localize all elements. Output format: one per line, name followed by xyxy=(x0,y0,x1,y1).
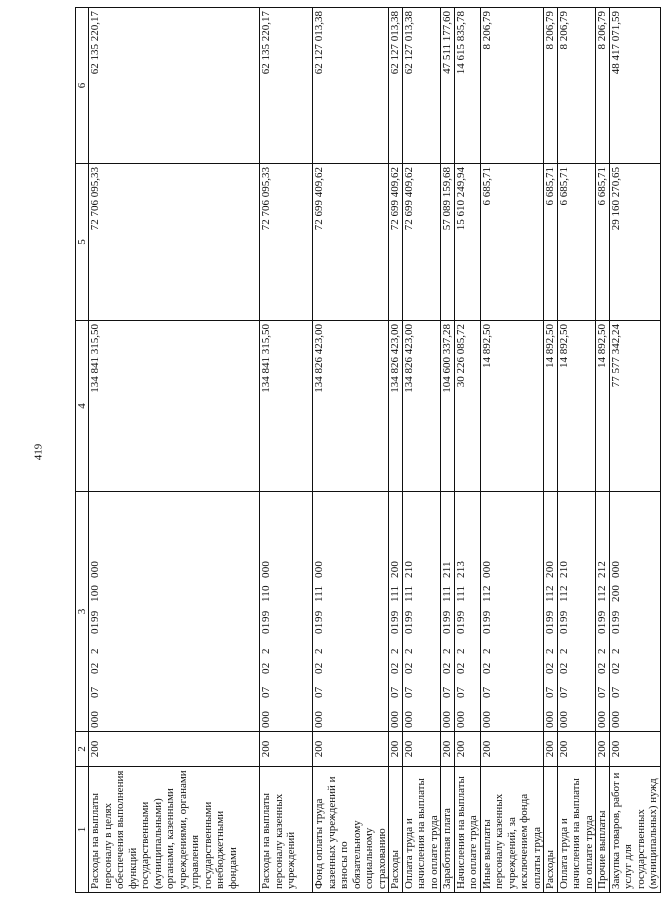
row-name-cell: Начисления на выплаты по оплате труда xyxy=(454,767,480,893)
classification-code-cell xyxy=(402,492,441,732)
amount-col4-cell: 14 892,50 xyxy=(544,321,558,492)
code-part: 200 xyxy=(389,560,401,578)
amount-col4-cell: 134 841 315,50 xyxy=(89,321,260,492)
row-name-cell: Оплата труда и начисления на выплаты по оплате труда xyxy=(402,767,441,893)
admin-code-cell: 200 xyxy=(313,732,389,767)
code-part: 212 xyxy=(596,560,608,578)
code-part: 01 xyxy=(544,622,556,634)
code-part: 213 xyxy=(454,560,467,578)
code-part: 99 xyxy=(480,610,493,622)
code-part: 02 xyxy=(389,662,401,674)
amount-col5-cell: 72 699 409,62 xyxy=(402,164,441,321)
amount-col6-cell: 8 206,79 xyxy=(596,8,610,164)
code-part: 112 xyxy=(557,585,570,602)
table-row xyxy=(402,8,441,893)
code-part: 2 xyxy=(260,648,272,654)
code-part: 112 xyxy=(596,585,608,602)
code-part: 111 xyxy=(454,585,467,602)
budget-table-container xyxy=(75,8,659,893)
code-part: 000 xyxy=(544,710,556,728)
code-part: 112 xyxy=(480,585,493,602)
classification-code-cell xyxy=(260,492,313,732)
code-part: 07 xyxy=(313,686,325,698)
amount-col5-cell: 57 089 159,68 xyxy=(441,164,455,321)
amount-col5-cell: 72 699 409,62 xyxy=(313,164,389,321)
code-part: 07 xyxy=(389,686,401,698)
code-part: 000 xyxy=(480,560,493,578)
amount-col4-cell: 14 892,50 xyxy=(557,321,596,492)
amount-col6-cell: 62 127 013,38 xyxy=(389,8,403,164)
code-part: 07 xyxy=(596,686,608,698)
row-name-cell: Оплата труда и начисления на выплаты по оплате труда xyxy=(557,767,596,893)
classification-code-cell xyxy=(596,492,610,732)
admin-code-cell: 200 xyxy=(480,732,544,767)
code-part: 99 xyxy=(260,610,272,622)
code-part: 99 xyxy=(441,610,453,622)
amount-col4-cell: 134 826 423,00 xyxy=(402,321,441,492)
code-part: 200 xyxy=(609,584,622,602)
code-part: 02 xyxy=(402,662,415,674)
row-name-cell: Расходы на выплаты персоналу в целях обеспечения выполнения функций государственными (муниципальными) органами, казенными учреждениями, органами управления государственными внебюджетными фондами xyxy=(89,767,260,893)
table-row xyxy=(260,8,313,893)
code-part: 02 xyxy=(609,662,622,674)
classification-code-cell xyxy=(313,492,389,732)
code-part: 99 xyxy=(313,610,325,622)
header-cell: 3 xyxy=(76,492,89,732)
table-row xyxy=(313,8,389,893)
classification-code-cell xyxy=(480,492,544,732)
admin-code-cell: 200 xyxy=(596,732,610,767)
code-part: 01 xyxy=(389,622,401,634)
budget-table xyxy=(75,7,661,893)
classification-code-cell xyxy=(389,492,403,732)
code-part: 07 xyxy=(480,686,493,698)
admin-code-cell: 200 xyxy=(402,732,441,767)
row-name-cell: Расходы xyxy=(389,767,403,893)
code-part: 07 xyxy=(544,686,556,698)
row-name-cell: Прочие выплаты xyxy=(596,767,610,893)
amount-col4-cell: 134 826 423,00 xyxy=(313,321,389,492)
code-part: 07 xyxy=(402,686,415,698)
amount-col5-cell: 15 610 249,94 xyxy=(454,164,480,321)
table-row xyxy=(609,8,660,893)
code-part: 000 xyxy=(313,560,325,578)
amount-col5-cell: 72 706 095,33 xyxy=(89,164,260,321)
classification-code-cell xyxy=(441,492,455,732)
amount-col6-cell: 14 615 835,78 xyxy=(454,8,480,164)
code-part: 210 xyxy=(557,560,570,578)
amount-col6-cell: 47 511 177,60 xyxy=(441,8,455,164)
code-part: 111 xyxy=(441,585,453,602)
code-part: 000 xyxy=(260,560,272,578)
code-part: 000 xyxy=(89,710,101,728)
code-part: 000 xyxy=(609,560,622,578)
code-part: 99 xyxy=(596,610,608,622)
admin-code-cell: 200 xyxy=(89,732,260,767)
table-row xyxy=(557,8,596,893)
amount-col5-cell: 6 685,71 xyxy=(544,164,558,321)
row-name-cell: Иные выплаты персоналу казенных учреждений, за исключением фонда оплаты труда xyxy=(480,767,544,893)
code-part: 07 xyxy=(441,686,453,698)
code-part: 02 xyxy=(544,662,556,674)
amount-col4-cell: 134 841 315,50 xyxy=(260,321,313,492)
amount-col6-cell: 8 206,79 xyxy=(480,8,544,164)
code-part: 99 xyxy=(609,610,622,622)
header-row xyxy=(76,8,89,893)
code-part: 99 xyxy=(89,610,101,622)
code-part: 07 xyxy=(557,686,570,698)
page-number: 419 xyxy=(32,443,44,461)
admin-code-cell: 200 xyxy=(557,732,596,767)
code-part: 2 xyxy=(557,648,570,654)
amount-col4-cell: 14 892,50 xyxy=(596,321,610,492)
amount-col5-cell: 72 699 409,62 xyxy=(389,164,403,321)
amount-col6-cell: 62 127 013,38 xyxy=(402,8,441,164)
code-part: 2 xyxy=(480,648,493,654)
code-part: 02 xyxy=(260,662,272,674)
code-part: 01 xyxy=(454,622,467,634)
amount-col5-cell: 6 685,71 xyxy=(596,164,610,321)
row-name-cell: Расходы на выплаты персоналу казенных учреждений xyxy=(260,767,313,893)
code-part: 02 xyxy=(89,662,101,674)
amount-col6-cell: 62 127 013,38 xyxy=(313,8,389,164)
row-name-cell: Фонд оплаты труда казенных учреждений и взносы по обязательному социальному страхованию xyxy=(313,767,389,893)
amount-col4-cell: 77 577 342,24 xyxy=(609,321,660,492)
code-part: 111 xyxy=(313,585,325,602)
code-part: 01 xyxy=(557,622,570,634)
classification-code-cell xyxy=(544,492,558,732)
admin-code-cell: 200 xyxy=(609,732,660,767)
code-part: 000 xyxy=(609,710,622,728)
code-part: 01 xyxy=(89,622,101,634)
amount-col5-cell: 29 160 270,65 xyxy=(609,164,660,321)
header-cell: 6 xyxy=(76,8,89,164)
code-part: 2 xyxy=(89,648,101,654)
code-part: 01 xyxy=(609,622,622,634)
code-part: 01 xyxy=(260,622,272,634)
row-name-cell: Закупка товаров, работ и услуг для государственных (муниципальных) нужд xyxy=(609,767,660,893)
code-part: 000 xyxy=(402,710,415,728)
code-part: 07 xyxy=(89,686,101,698)
code-part: 2 xyxy=(313,648,325,654)
row-name-cell: Заработная плата xyxy=(441,767,455,893)
code-part: 000 xyxy=(260,710,272,728)
code-part: 01 xyxy=(441,622,453,634)
amount-col4-cell: 30 226 085,72 xyxy=(454,321,480,492)
code-part: 2 xyxy=(454,648,467,654)
code-part: 02 xyxy=(557,662,570,674)
amount-col6-cell: 62 135 220,17 xyxy=(89,8,260,164)
classification-code-cell xyxy=(557,492,596,732)
code-part: 01 xyxy=(313,622,325,634)
code-part: 000 xyxy=(389,710,401,728)
admin-code-cell: 200 xyxy=(544,732,558,767)
table-row xyxy=(454,8,480,893)
table-row xyxy=(389,8,403,893)
amount-col5-cell: 72 706 095,33 xyxy=(260,164,313,321)
code-part: 211 xyxy=(441,561,453,578)
table-row xyxy=(544,8,558,893)
code-part: 99 xyxy=(389,610,401,622)
code-part: 000 xyxy=(596,710,608,728)
code-part: 07 xyxy=(260,686,272,698)
admin-code-cell: 200 xyxy=(389,732,403,767)
code-part: 200 xyxy=(544,560,556,578)
code-part: 000 xyxy=(454,710,467,728)
code-part: 02 xyxy=(313,662,325,674)
amount-col6-cell: 8 206,79 xyxy=(544,8,558,164)
code-part: 111 xyxy=(389,585,401,602)
header-cell: 5 xyxy=(76,164,89,321)
code-part: 210 xyxy=(402,560,415,578)
admin-code-cell: 200 xyxy=(454,732,480,767)
code-part: 000 xyxy=(480,710,493,728)
code-part: 2 xyxy=(596,648,608,654)
code-part: 2 xyxy=(544,648,556,654)
code-part: 2 xyxy=(441,648,453,654)
code-part: 02 xyxy=(454,662,467,674)
code-part: 110 xyxy=(260,585,272,602)
table-row xyxy=(441,8,455,893)
amount-col6-cell: 8 206,79 xyxy=(557,8,596,164)
classification-code-cell xyxy=(609,492,660,732)
code-part: 99 xyxy=(402,610,415,622)
code-part: 01 xyxy=(480,622,493,634)
code-part: 100 xyxy=(89,584,101,602)
code-part: 02 xyxy=(480,662,493,674)
code-part: 99 xyxy=(557,610,570,622)
admin-code-cell: 200 xyxy=(260,732,313,767)
code-part: 02 xyxy=(441,662,453,674)
amount-col6-cell: 48 417 071,59 xyxy=(609,8,660,164)
code-part: 07 xyxy=(609,686,622,698)
code-part: 000 xyxy=(313,710,325,728)
code-part: 07 xyxy=(454,686,467,698)
amount-col5-cell: 6 685,71 xyxy=(557,164,596,321)
table-row xyxy=(89,8,260,893)
code-part: 112 xyxy=(544,585,556,602)
header-cell: 2 xyxy=(76,732,89,767)
amount-col6-cell: 62 135 220,17 xyxy=(260,8,313,164)
code-part: 2 xyxy=(389,648,401,654)
code-part: 01 xyxy=(402,622,415,634)
amount-col4-cell: 134 826 423,00 xyxy=(389,321,403,492)
classification-code-cell xyxy=(454,492,480,732)
table-row xyxy=(480,8,544,893)
code-part: 111 xyxy=(402,585,415,602)
code-part: 01 xyxy=(596,622,608,634)
amount-col4-cell: 14 892,50 xyxy=(480,321,544,492)
classification-code-cell xyxy=(89,492,260,732)
code-part: 000 xyxy=(441,710,453,728)
header-cell: 4 xyxy=(76,321,89,492)
rotated-table-area xyxy=(75,8,659,893)
code-part: 99 xyxy=(454,610,467,622)
code-part: 000 xyxy=(89,560,101,578)
code-part: 000 xyxy=(557,710,570,728)
row-name-cell: Расходы xyxy=(544,767,558,893)
admin-code-cell: 200 xyxy=(441,732,455,767)
code-part: 02 xyxy=(596,662,608,674)
amount-col4-cell: 104 600 337,28 xyxy=(441,321,455,492)
code-part: 2 xyxy=(402,648,415,654)
header-cell: 1 xyxy=(76,767,89,893)
code-part: 99 xyxy=(544,610,556,622)
code-part: 2 xyxy=(609,648,622,654)
table-row xyxy=(596,8,610,893)
amount-col5-cell: 6 685,71 xyxy=(480,164,544,321)
